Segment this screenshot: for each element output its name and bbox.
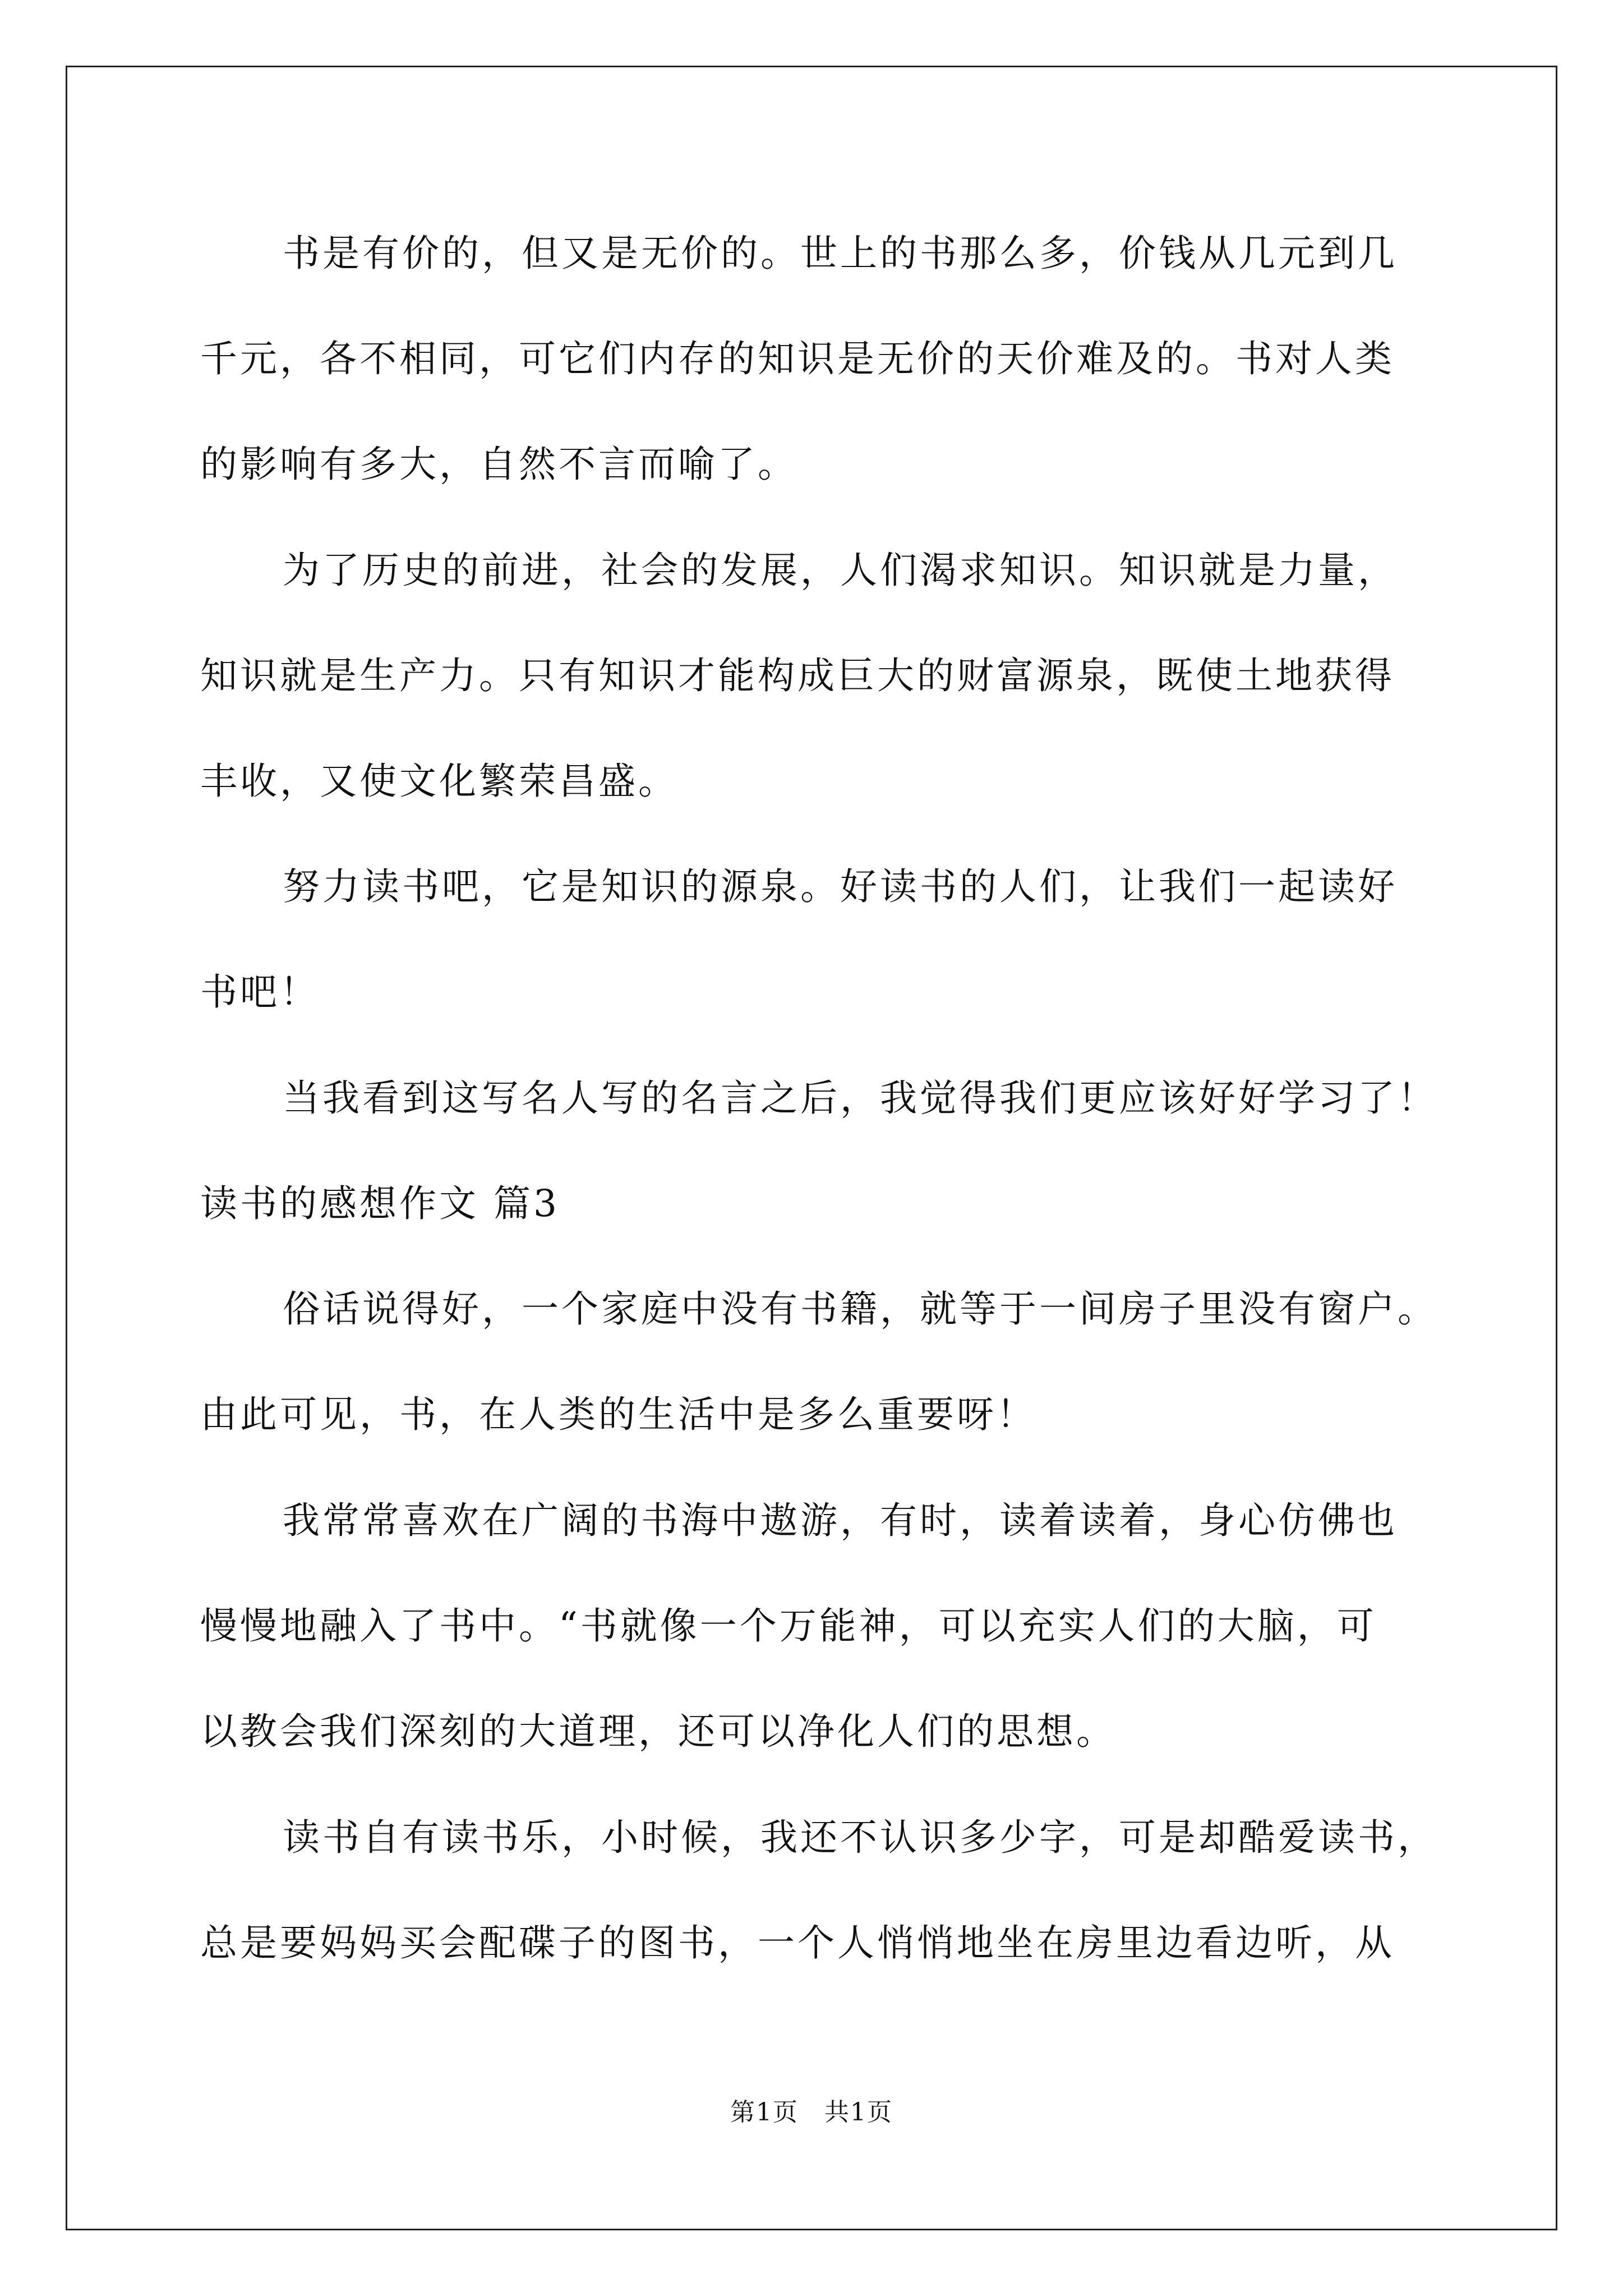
section-heading: 读书的感想作文 篇3 (200, 1182, 560, 1225)
paragraph-1-line-2: 千元，各不相同，可它们内存的知识是无价的天价难及的。书对人类 (200, 337, 1395, 380)
paragraph-2-line-3: 丰收，又使文化繁荣昌盛。 (200, 760, 678, 803)
paragraph-5-line-1: 俗话说得好，一个家庭中没有书籍，就等于一间房子里没有窗户。 (283, 1287, 1437, 1331)
paragraph-6-line-1: 我常常喜欢在广阔的书海中遨游，有时，读着读着，身心仿佛也 (283, 1499, 1398, 1542)
paragraph-2-line-1: 为了历史的前进，社会的发展，人们渴求知识。知识就是力量， (283, 549, 1398, 592)
page-border (66, 66, 1557, 2230)
paragraph-7-line-2: 总是要妈妈买会配碟子的图书，一个人悄悄地坐在房里边看边听，从 (200, 1921, 1395, 1964)
paragraph-1-line-3: 的影响有多大，自然不言而喻了。 (200, 443, 797, 486)
paragraph-6-line-3: 以教会我们深刻的大道理，还可以净化人们的思想。 (200, 1710, 1116, 1753)
paragraph-7-line-1: 读书自有读书乐，小时候，我还不认识多少字，可是却酷爱读书， (283, 1816, 1437, 1859)
paragraph-5-line-2: 由此可见，书，在人类的生活中是多么重要呀！ (200, 1393, 1036, 1436)
paragraph-3-line-1: 努力读书吧，它是知识的源泉。好读书的人们，让我们一起读好 (283, 865, 1398, 908)
paragraph-2-line-2: 知识就是生产力。只有知识才能构成巨大的财富源泉，既使土地获得 (200, 654, 1395, 697)
paragraph-6-line-2: 慢慢地融入了书中。“书就像一个万能神，可以充实人们的大脑，可 (200, 1604, 1377, 1648)
paragraph-1-line-1: 书是有价的，但又是无价的。世上的书那么多，价钱从几元到几 (283, 232, 1398, 275)
page-number-footer: 第1页 共1页 (730, 2098, 893, 2127)
paragraph-4-line-1: 当我看到这写名人写的名言之后，我觉得我们更应该好好学习了！ (283, 1076, 1437, 1120)
paragraph-3-line-2: 书吧！ (200, 970, 320, 1014)
